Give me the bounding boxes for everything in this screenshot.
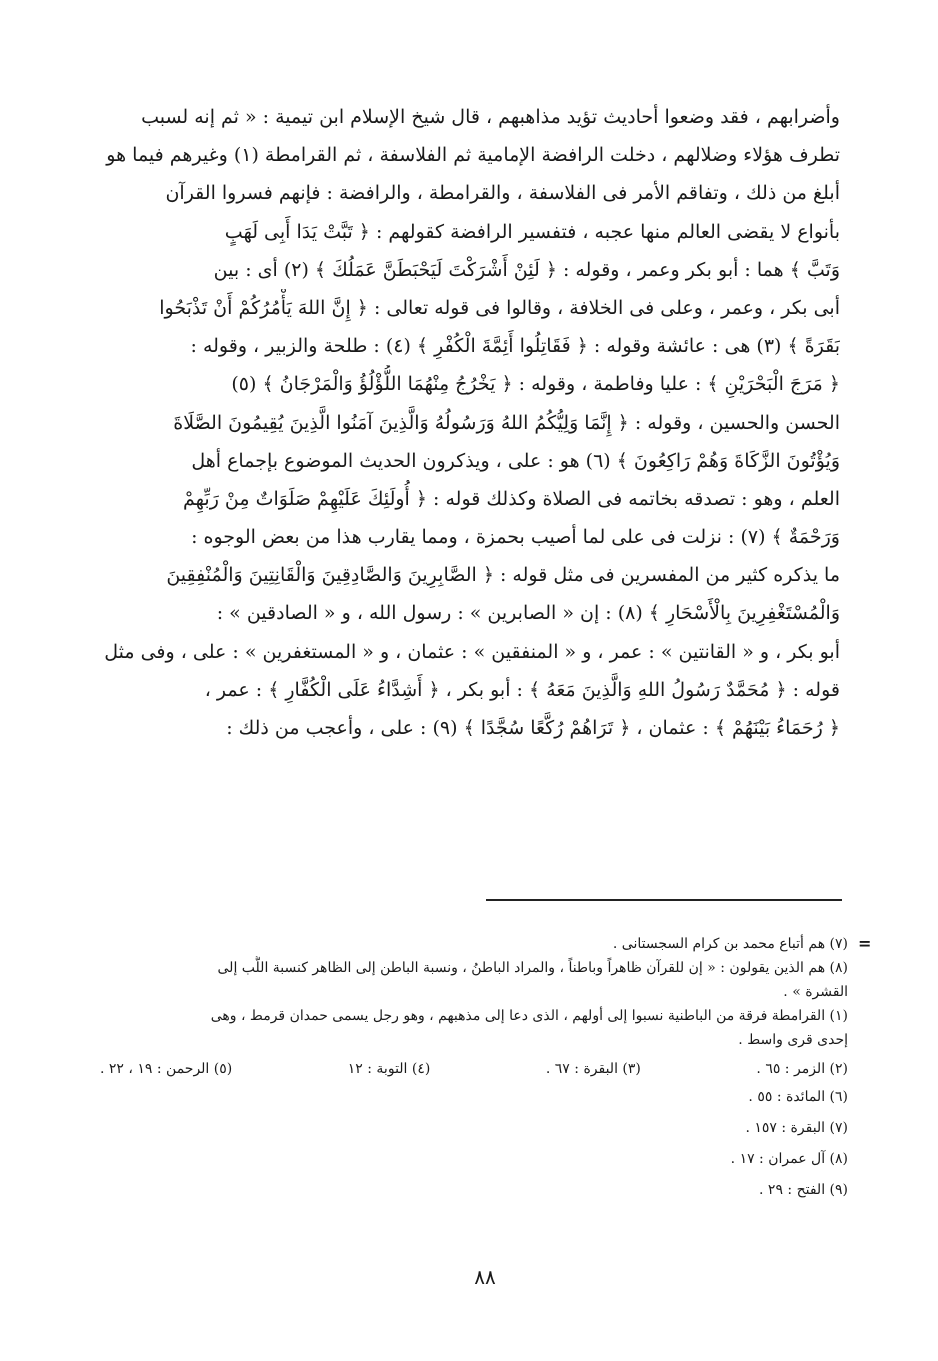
body-line: تطرف هؤلاء وضلالهم ، دخلت الرافضة الإمامية ثم الفلاسفة ، ثم القرامطة (١) وغيرهم فيما هو	[106, 144, 840, 167]
body-line: أبلغ من ذلك ، وتفاقم الأمر فى الفلاسفة ، والقرامطة ، والرافضة : فإنهم فسروا القرآن	[165, 182, 840, 205]
page-number: ٨٨	[474, 1265, 496, 1289]
footnote-reference: (٧) البقرة : ١٥٧ .	[745, 1120, 848, 1136]
body-line: ما يذكره كثير من المفسرين فى مثل قوله : ﴿ الصَّابِرِينَ وَالصَّادِقِينَ وَالْقَانِتِينَ وَالْمُنْفِقِينَ	[166, 564, 840, 587]
footnote-reference: (٣) البقرة : ٦٧ .	[545, 1061, 641, 1077]
footnotes	[100, 932, 848, 1206]
body-line: وَالْمُسْتَغْفِرِينَ بِالْأَسْحَارِ ﴾ (٨) : إن « الصابرين » : رسول الله ، و « الصادقين » :	[216, 602, 840, 625]
body-line: وأضرابهم ، فقد وضعوا أحاديث تؤيد مذاهبهم ، قال شيخ الإسلام ابن تيمية : « ثم إنه لسبب	[141, 106, 840, 128]
footnote-reference-row	[100, 1056, 848, 1082]
body-line: بأنواع لا يقضى العالم منها عجبه ، فتفسير الرافضة كقولهم : ﴿ تَبَّتْ يَدَا أَبِى لَهَبٍ	[224, 220, 840, 243]
body-line: وَتَبَّ ﴾ هما : أبو بكر وعمر ، وقوله : ﴿ لَئِنْ أَشْرَكْتَ لَيَحْبَطَنَّ عَمَلُكَ ﴾ (٢) أى : بين	[213, 258, 840, 281]
footnote: (٨) هم الذين يقولون : « إن للقرآن ظاهراً وباطناً ، والمراد الباطنُ ، ونسبة الباطن إلى الظاهر كنسبة اللُّب إلى	[217, 960, 848, 976]
footnote-reference: (٨) آل عمران : ١٧ .	[730, 1151, 848, 1167]
body-line: قوله : ﴿ مُحَمَّدٌ رَسُولُ اللهِ وَالَّذِينَ مَعَهُ ﴾ : أبو بكر ، ﴿ أَشِدَّاءُ عَلَى الْكُفَّارِ ﴾ : عمر ،	[204, 678, 840, 701]
body-line: وَيُؤْتُونَ الزَّكَاةَ وَهُمْ رَاكِعُونَ ﴾ (٦) هو : على ، ويذكرون الحديث الموضوع بإجماع أهل	[191, 449, 840, 472]
body-line: أبو بكر ، و « القانتين » : عمر ، و « المنفقين » : عثمان ، و « المستغفرين » : على ، وفى مثل	[104, 640, 840, 663]
footnote: (٧) هم أتباع محمد بن كرام السجستانى .	[612, 936, 848, 952]
body-line: ﴿ مَرَجَ الْبَحْرَيْنِ ﴾ : عليا وفاطمة ، وقوله : ﴿ يَخْرُجُ مِنْهُمَا اللُّؤْلُؤُ وَالْمَرْجَانُ ﴾ (٥)	[231, 373, 840, 396]
footnote-reference: (٩) الفتح : ٢٩ .	[759, 1182, 848, 1198]
footnote-reference: (٦) المائدة : ٥٥ .	[748, 1089, 848, 1105]
footnote: إحدى قرى واسط .	[738, 1032, 848, 1048]
footnote: (١) القرامطة فرقة من الباطنية نسبوا إلى أولهم ، الذى دعا إلى مذهبهم ، وهو رجل يسمى حمدان قرمط ، وهى	[210, 1008, 848, 1024]
footnote-divider	[486, 899, 842, 901]
body-line: وَرَحْمَةٌ ﴾ (٧) : نزلت فى على لما أصيب بحمزة ، ومما يقارب هذا من بعض الوجوه :	[191, 526, 840, 549]
footnote-reference: (٤) التوبة : ١٢	[347, 1061, 431, 1077]
body-line: العلم ، وهو : تصدقه بخاتمه فى الصلاة وكذلك قوله : ﴿ أُولَئِكَ عَلَيْهِمْ صَلَوَاتٌ مِنْ رَبِّهِمْ	[183, 487, 840, 510]
body-line: بَقَرَةً ﴾ (٣) هى : عائشة وقوله : ﴿ فَقَاتِلُوا أَئِمَّةَ الْكُفْرِ ﴾ (٤) : طلحة والزبير ، وقوله :	[190, 335, 840, 358]
continuation-mark: =	[858, 934, 872, 953]
body-line: الحسن والحسين ، وقوله : ﴿ إِنَّمَا وَلِيُّكُمُ اللهُ وَرَسُولُهُ وَالَّذِينَ آمَنُوا الَّذِينَ يُقِيمُونَ الصَّلَاةَ	[173, 411, 840, 434]
footnote-reference: (٢) الزمر : ٦٥ .	[756, 1061, 848, 1077]
body-line: ﴿ رُحَمَاءُ بَيْنَهُمْ ﴾ : عثمان ، ﴿ تَرَاهُمْ رُكَّعًا سُجَّدًا ﴾ (٩) : على ، وأعجب من ذلك :	[226, 717, 840, 739]
body-text	[100, 98, 840, 747]
footnote-reference: (٥) الرحمن : ١٩ ، ٢٢ .	[100, 1061, 233, 1077]
body-line: أبى بكر ، وعمر ، وعلى فى الخلافة ، وقالوا فى قوله تعالى : ﴿ إِنَّ اللهَ يَأْمُرُكُمْ أَنْ تَذْبَحُوا	[159, 296, 840, 319]
footnote: القشرة » .	[783, 984, 848, 1000]
